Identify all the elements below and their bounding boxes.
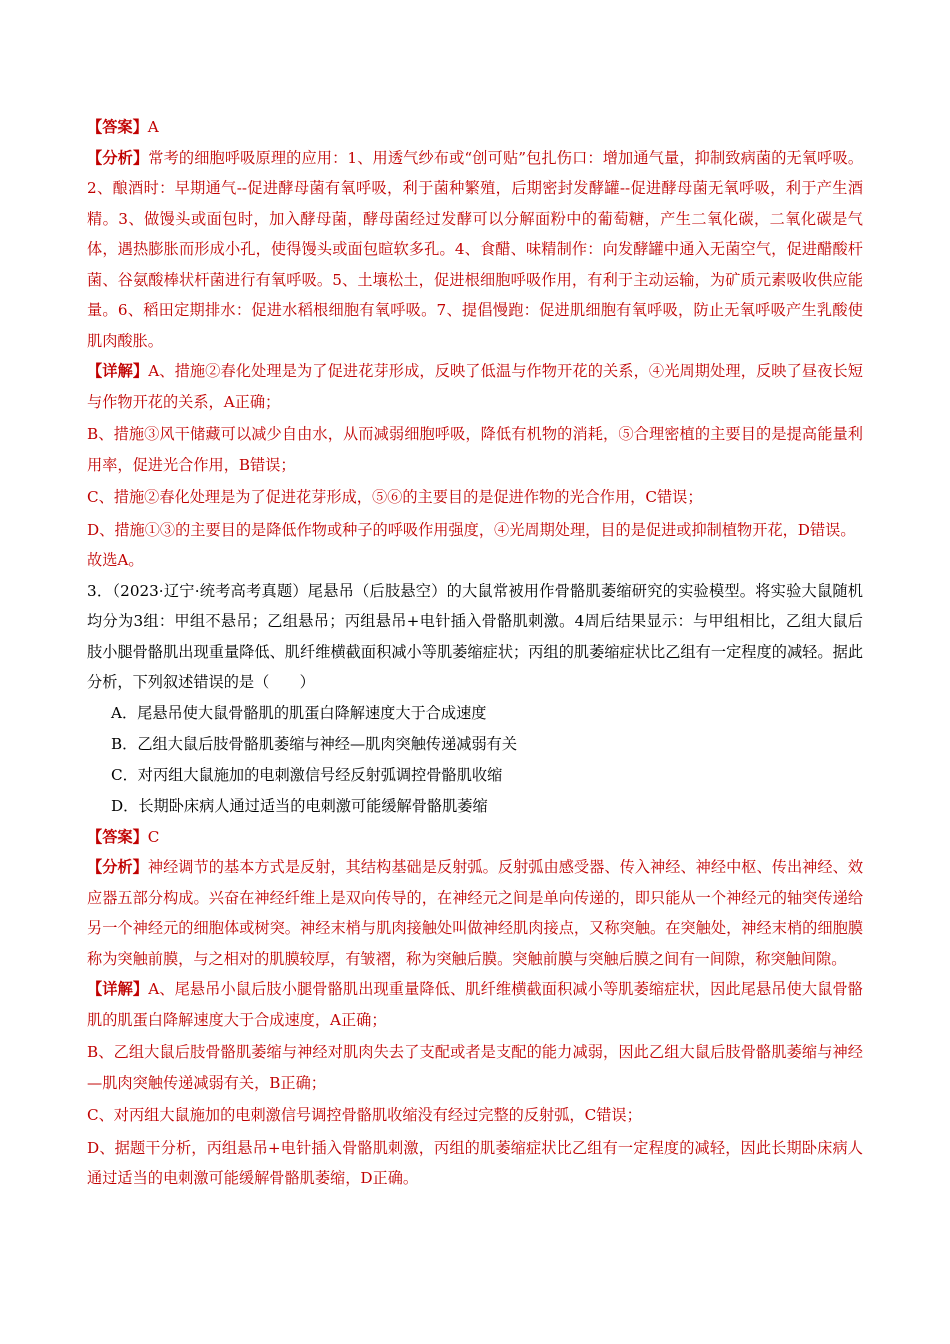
option-c: C．对丙组大鼠施加的电刺激信号经反射弧调控骨骼肌收缩 xyxy=(111,765,503,784)
analysis-tag-2: 【分析】 xyxy=(87,858,148,876)
conclusion-line: 故选A。 xyxy=(87,551,144,569)
detail-line-b-2: B、乙组大鼠后肢骨骼肌萎缩与神经对肌肉失去了支配或者是支配的能力减弱，因此乙组大鼠后肢骨骼肌萎缩与神经—肌肉突触传递减弱有关，B正确； xyxy=(87,1043,863,1092)
analysis-text: 常考的细胞呼吸原理的应用：1、用透气纱布或“创可贴”包扎伤口：增加通气量，抑制致病菌的无氧呼吸。2、酿酒时：早期通气--促进酵母菌有氧呼吸，利于菌种繁殖，后期密封发酵罐--促进酵母菌无氧呼吸，利于产生酒精。3、做馒头或面包时，加入酵母菌，酵母菌经过发酵可以分解面粉中的葡萄糖，产生二氧化碳，二氧化碳是气体，遇热膨胀而形成小孔，使得馒头或面包暄软多孔。4、食醋、味精制作：向发酵罐中通入无菌空气，促进醋酸杆菌、谷氨酸棒状杆菌进行有氧呼吸。5、土壤松土，促进根细胞呼吸作用，有利于主动运输，为矿质元素吸收供应能量。6、稻田定期排水：促进水稻根细胞有氧呼吸。7、提倡慢跑：促进肌细胞有氧呼吸，防止无氧呼吸产生乳酸使肌肉酸胀。 xyxy=(87,148,864,350)
detail-text: A、措施②春化处理是为了促进花芽形成，反映了低温与作物开花的关系，④光周期处理，反映了昼夜长短与作物开花的关系，A正确； xyxy=(87,362,863,411)
question-stem: 3．（2023·辽宁·统考高考真题）尾悬吊（后肢悬空）的大鼠常被用作骨骼肌萎缩研究的实验模型。将实验大鼠随机均分为3组：甲组不悬吊；乙组悬吊；丙组悬吊+电针插入骨骼肌刺激。4周后结果显示：与甲组相比，乙组大鼠后肢小腿骨骼肌出现重量降低、肌纤维横截面积减小等肌萎缩症状；丙组的肌萎缩症状比乙组有一定程度的减轻。据此分析，下列叙述错误的是（ ） xyxy=(87,581,863,691)
answer-line xyxy=(87,112,863,143)
detail-text-2: A、尾悬吊小鼠后肢小腿骨骼肌出现重量降低、肌纤维横截面积减小等肌萎缩症状，因此尾悬吊使大鼠骨骼肌的肌蛋白降解速度大于合成速度，A正确； xyxy=(87,980,863,1029)
detail-line-d: D、措施①③的主要目的是降低作物或种子的呼吸作用强度，④光周期处理，目的是促进或抑制植物开花，D错误。 xyxy=(87,520,856,539)
detail-line-c-2: C、对丙组大鼠施加的电刺激信号调控骨骼肌收缩没有经过完整的反射弧，C错误； xyxy=(87,1106,642,1124)
detail-line-a-2 xyxy=(87,974,863,1035)
detail-tag-2: 【详解】 xyxy=(87,980,149,998)
option-a: A．尾悬吊使大鼠骨骼肌的肌蛋白降解速度大于合成速度 xyxy=(111,703,487,722)
option-d: D．长期卧床病人通过适当的电刺激可能缓解骨骼肌萎缩 xyxy=(111,796,488,815)
detail-line-a xyxy=(87,356,863,417)
detail-line-c: C、措施②春化处理是为了促进花芽形成，⑤⑥的主要目的是促进作物的光合作用，C错误； xyxy=(87,488,703,506)
answer-value: A xyxy=(147,118,159,136)
document-content xyxy=(87,112,863,1194)
analysis-tag: 【分析】 xyxy=(87,148,149,167)
answer-line-2 xyxy=(87,822,863,853)
detail-line-d-2: D、据题干分析，丙组悬吊+电针插入骨骼肌刺激，丙组的肌萎缩症状比乙组有一定程度的减轻，因此长期卧床病人通过适当的电刺激可能缓解骨骼肌萎缩，D正确。 xyxy=(87,1138,863,1187)
answer-tag-2: 【答案】 xyxy=(87,827,148,846)
analysis-paragraph-2 xyxy=(87,852,863,974)
analysis-paragraph xyxy=(87,143,863,357)
answer-value-2: C xyxy=(147,827,160,846)
option-b: B．乙组大鼠后肢骨骼肌萎缩与神经—肌肉突触传递减弱有关 xyxy=(111,734,518,753)
detail-tag: 【详解】 xyxy=(87,362,149,380)
analysis-text-2: 神经调节的基本方式是反射，其结构基础是反射弧。反射弧由感受器、传入神经、神经中枢、传出神经、效应器五部分构成。兴奋在神经纤维上是双向传导的，在神经元之间是单向传递的，即只能从一个神经元的轴突传递给另一个神经元的细胞体或树突。神经末梢与肌肉接触处叫做神经肌肉接点，又称突触。在突触处，神经末梢的细胞膜称为突触前膜，与之相对的肌膜较厚，有皱褶，称为突触后膜。突触前膜与突触后膜之间有一间隙，称突触间隙。 xyxy=(87,858,864,968)
answer-tag: 【答案】 xyxy=(87,118,148,136)
detail-line-b: B、措施③风干储藏可以减少自由水，从而减弱细胞呼吸，降低有机物的消耗，⑤合理密植的主要目的是提高能量利用率，促进光合作用，B错误； xyxy=(87,425,863,474)
